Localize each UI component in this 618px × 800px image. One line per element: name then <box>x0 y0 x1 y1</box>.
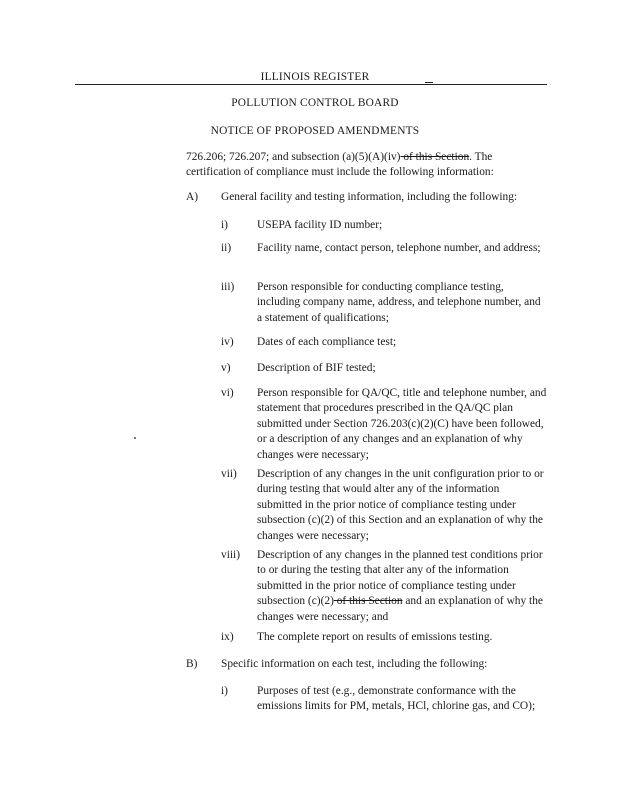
item-number: vi) <box>221 387 234 399</box>
scan-speck <box>134 437 136 439</box>
list-item: Description of BIF tested; <box>257 362 376 374</box>
intro-text-end: . The <box>469 151 493 163</box>
item-number: v) <box>221 362 231 374</box>
intro-text: 726.206; 726.207; and subsection (a)(5)(A)(iv) <box>186 151 401 163</box>
list-item: Person responsible for QA/QC, title and telephone number, and statement that procedures prescribed in the QA/QC plan submitted under Section 726.203(c)(2)(C) have been followed, or a description of any changes and an explanation of why changes were necessary; <box>257 387 547 461</box>
list-item: Purposes of test (e.g., demonstrate conformance with the emissions limits for PM, metals, HCl, chlorine gas, and CO); <box>257 685 536 713</box>
list-item: The complete report on results of emissions testing. <box>257 631 493 643</box>
board-title: POLLUTION CONTROL BOARD <box>231 97 399 109</box>
item-number: ix) <box>221 631 234 643</box>
intro-paragraph <box>186 150 546 181</box>
list-item: Facility name, contact person, telephone number, and address; <box>257 242 541 254</box>
intro-text-line2: certification of compliance must include the following information: <box>186 166 494 179</box>
notice-title: NOTICE OF PROPOSED AMENDMENTS <box>210 125 420 137</box>
list-item <box>257 548 547 625</box>
list-item: Dates of each compliance test; <box>257 336 397 348</box>
item-strikethrough: of this Section <box>333 595 403 608</box>
list-item: USEPA facility ID number; <box>257 219 383 231</box>
item-number: vii) <box>221 468 237 480</box>
item-number: iii) <box>221 281 235 293</box>
item-number: iv) <box>221 336 234 348</box>
section-a-label: A) <box>186 191 199 203</box>
item-number: i) <box>221 685 228 697</box>
list-item: Person responsible for conducting compliance testing, including company name, address, and telephone number, and a statement of qualifications; <box>257 281 541 324</box>
section-b-text: Specific information on each test, including the following: <box>221 658 488 670</box>
item-number: i) <box>221 219 228 231</box>
item-text: Description of any changes in the planned test conditions prior to or during the testing that alter any of the information submitted in the prior notice of compliance testing under subsection (c)(2) <box>257 549 543 608</box>
intro-strikethrough: of this Section <box>400 151 470 163</box>
item-number: viii) <box>221 549 240 561</box>
section-a-text: General facility and testing information, including the following: <box>221 191 518 203</box>
list-item: Description of any changes in the unit configuration prior to or during testing that would alter any of the information submitted in the prior notice of compliance testing under subsection (c)(2) of this Section and an explanation of why the changes were necessary; <box>257 468 544 542</box>
item-text-end: and an explanation of why the changes were necessary; and <box>257 595 543 623</box>
register-title: ILLINOIS REGISTER <box>260 71 370 83</box>
section-b-label: B) <box>186 658 198 670</box>
item-number: ii) <box>221 242 232 254</box>
